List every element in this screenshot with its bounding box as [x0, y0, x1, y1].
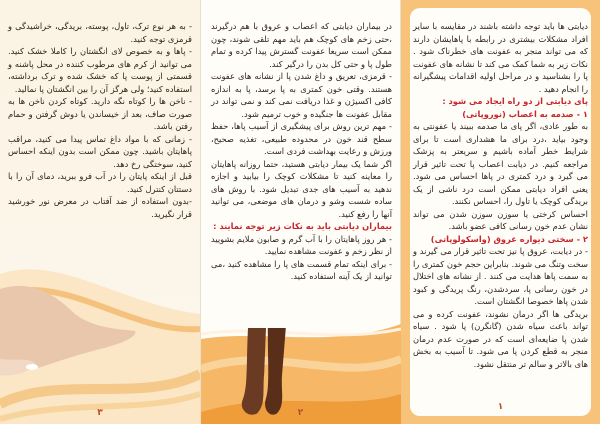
paragraph: -بدون استفاده از ضد آفتاب در معرض نور خورشید قرار نگیرید.	[8, 196, 192, 219]
paragraph: - ناخن ها را کوتاه نگه دارید. کوتاه کردن ناخن ها به صورت صاف، بعد از خیساندن یا دوش گرفتن و حمام رفتن باشد.	[8, 96, 192, 131]
panel-page-1	[400, 0, 600, 424]
paragraph: - به هر نوع ترک، تاول، پوسته، بریدگی، خراشیدگی و قرمزی توجه کنید.	[8, 21, 192, 44]
paragraph: - برای اینکه تمام قسمت های پا را مشاهده کنید ،می توانید از یک آینه استفاده کنید.	[211, 258, 392, 281]
section-heading: بیماران دیابتی باید به نکات زیر توجه نمایند :	[213, 221, 392, 231]
paragraph: - هر روز پاهایتان را با آب گرم و صابون ملایم بشویید از نظر زخم و عفونت مشاهده نمایید.	[211, 233, 392, 256]
paragraph: - پاها و به خصوص لای انگشتان را کاملا خشک کنید. می توانید از کرم های مرطوب کننده در محل پاشنه و قسمتی از پوست پا که خشک شده و ترک برداشته، استفاده کنید؛ ولی هرگز آن را بین انگشتان پا نمالید.	[8, 46, 192, 94]
paragraph: در بیماران دیابتی که اعصاب و عروق با هم درگیرند ،حتی زخم های کوچک هم باید مهم تلقی شوند، چون ممکن است سریعا عفونت گسترش پیدا کرده و تمام طول پا و حتی کل بدن را درگیر کند.	[211, 21, 392, 69]
paragraph: - در دیابت، عروق پا نیز تحت تاثیر قرار می گیرند و سخت وتنگ می شوند. بنابراین حجم خون کمتری را به سمت پاها هدایت می کنند . از نشانه های اختلال در خون رسانی پا، سردشدن، رنگ پریدگی و کبود شدن پاها خصوصا انگشتان است.	[412, 246, 588, 306]
page-number: ۱	[497, 402, 504, 412]
paragraph: اگر شما یک بیمار دیابتی هستید، حتما روزانه پاهایتان را معاینه کنید تا مشکلات کوچک را بیابید و اجازه ندهید به آسیب های جدی تبدیل شود. با روش های ساده شست وشو و درمان های موضعی، می توانید آنها را رفع کنید.	[211, 158, 392, 219]
foot-image	[0, 269, 140, 379]
paragraph: - قرمزی، تعریق و داغ شدن پا از نشانه های عفونت هستند. وقتی خون کمتری به پا برسد، پا به اندازه کافی اکسیژن و غذا دریافت نمی کند و نمی تواند در مقابل عفونت ها جنگیده و خوب ترمیم شود.	[211, 71, 392, 119]
page-number: ۲	[297, 408, 304, 418]
section-heading: پای دیابتی از دو راه ایجاد می شود :	[442, 96, 588, 106]
paragraph: دیابتی ها باید توجه داشته باشند در مقایسه با سایر افراد مشکلات بیشتری در رابطه با پاهایشان دارند که می تواند منجر به عفونت های خطرناک شود . نکات زیر به شما کمک می کند تا نشانه های عفونت پا را بشناسید و در مراحل اولیه اقدامات پیشگیرانه را انجام دهید .	[413, 21, 588, 94]
page-2-text	[201, 0, 400, 283]
section-heading: ۲ - سختی دیواره عروق (واسکولوپاتی)	[430, 233, 588, 244]
page-1-text	[413, 20, 588, 370]
paragraph: بریدگی ها اگر درمان نشوند، عفونت کرده و می تواند باعث سیاه شدن (گانگرن) پا شود . سیاه شدن پا ضایعه‌ای است که در صورت عدم درمان منجر به قطع کردن پا می شود. تا آسیب به بخش های بالاتر و سالم تر منتقل نشود.	[413, 308, 588, 369]
panel-page-3	[0, 0, 200, 424]
panel-page-2	[200, 0, 400, 424]
content-card	[410, 8, 591, 416]
section-heading: ۱ - صدمه به اعصاب (نوروپاتی)	[462, 108, 588, 119]
page-3-text	[0, 0, 200, 220]
paragraph: قبل از اینکه پایتان را در آب فرو ببرید، دمای آن را با دستتان کنترل کنید.	[8, 171, 192, 194]
paragraph: به طور عادی، اگر پای ما صدمه ببیند یا عفونتی به وجود بیاید ،درد برای ما هشداری است تا برای شرایط خطر آماده باشیم و سریعتر به پزشک مراجعه کنیم. در دیابت اعصاب پا تحت تاثیر قرار می گیرد و درد کمتری در پاها احساس می شود. یعنی افراد دیابتی ممکن است درد ناشی از یک بریدگی کوچک یا تاول را، احساس نکنند.	[413, 121, 588, 206]
paragraph: احساس کرختی یا سوزن سوزن شدن می تواند نشان عدم خون رسانی کافی عضو باشد.	[413, 208, 588, 231]
page-number: ۳	[97, 408, 103, 418]
paragraph: - زمانی که با مواد داغ تماس پیدا می کنید، مراقب پاهایتان باشید. چون ممکن است بدون اینکه احساس کنید، سوختگی رخ دهد.	[8, 133, 192, 169]
paragraph: - مهم ترین روش برای پیشگیری از آسیب پاها، حفظ سطح قند خون در محدوده طبیعی، تغذیه صحیح، ورزش و رعایت بهداشت فردی است.	[211, 121, 392, 156]
